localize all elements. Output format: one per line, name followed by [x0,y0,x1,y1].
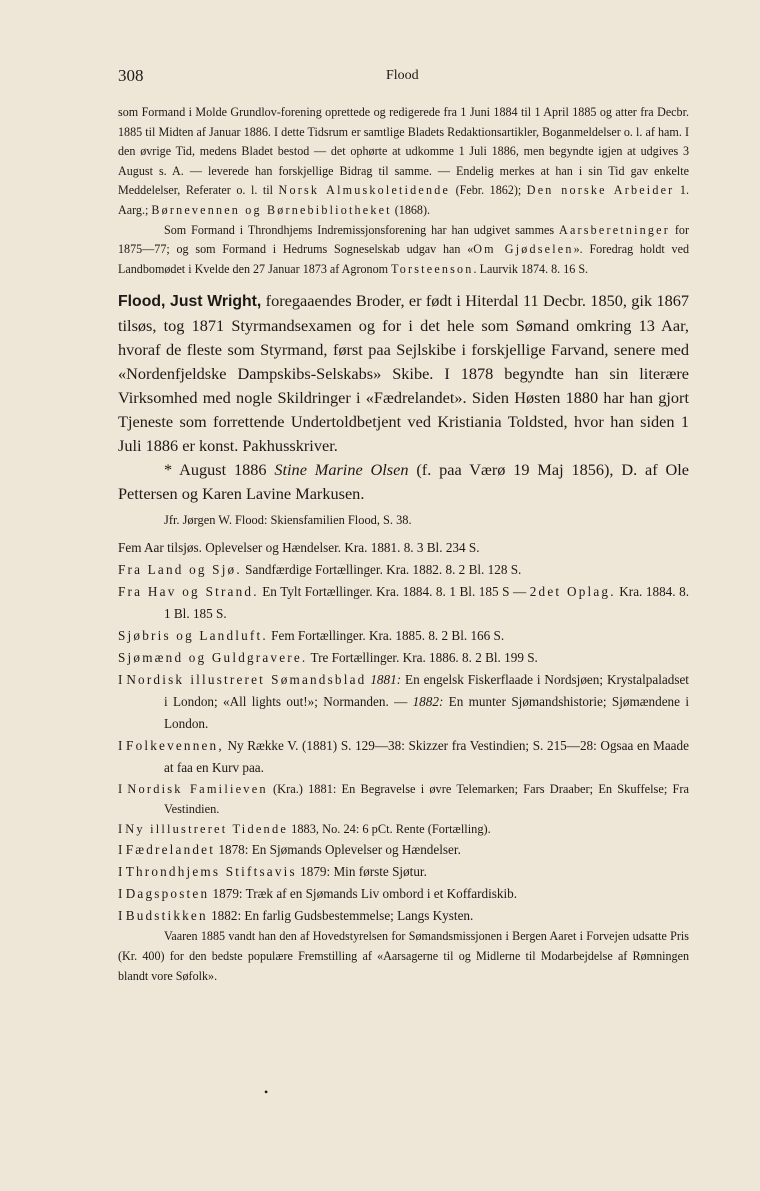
work-item: I Ny illlustreret Tidende 1883, No. 24: 6 pCt. Rente (Fortælling). [118,822,491,837]
work-item: I Nordisk Familieven (Kra.) 1881: En Begravelse i øvre Telemarken; Fars Draaber; En Skuffelse; Fra Vestindien. [118,782,689,817]
text-body [118,103,689,986]
entry-reference: Jfr. Jørgen W. Flood: Skiensfamilien Flood, S. 38. [164,513,412,528]
closing-paragraph: Vaaren 1885 vandt han den af Hovedstyrelsen for Sømandsmissjonen i Bergen Aaret i Forvejen udsatte Pris (Kr. 400) for den bedste populære Fremstilling af «Aarsagerne til og Midlerne til Modarbejdelse af Rømningen blandt vore Søfolk». [118,929,689,983]
entry-biography: Flood, Just Wright, foregaaendes Broder, er født i Hiterdal 11 Decbr. 1850, gik 1867 tilsøs, tog 1871 Styrmandsexamen og for i det hele som Sømand omkring 13 Aar, hvoraf de fleste som Styrmand, først paa Sejlskibe i forskjellige Farvand, senere med «Nordenfjeldske Dampskibs-Selskabs» Skibe. I 1878 begyndte han sin literære Virksomhed med nogle Skildringer i «Fædrelandet». Siden Høsten 1880 har han gjort Tjeneste som forrettende Undertoldbetjent ved Kristiania Toldsted, hvor han siden 1 Juli 1886 er konst. Pakhusskriver. [118,291,690,456]
footer-mark: • [264,1085,269,1099]
intro-paragraph-1: som Formand i Molde Grundlov-forening oprettede og redigerede fra 1 Juni 1884 til 1 April 1885 og atter fra Decbr. 1885 til Midten af Januar 1886. I dette Tidsrum er samtlige Bladets Redaktionsartikler, Boganmeldelser o. l. af ham. I den øvrige Tid, medens Bladet bestod — det ophørte at udkomme 1 Juli 1886, men begyndte igjen at udgives 3 August s. A. — leverede han forskjellige Bidrag til samme. — Endelig merkes at han i sin Tid gav enkelte Meddelelser, Referater o. l. til Norsk Almuskoletidende (Febr. 1862); Den norske Arbeider 1. Aarg.; Børnevennen og Børnebibliotheket (1868). [118,105,689,217]
running-header [118,66,648,86]
title-bornevennen: Børnevennen og Børnebibliotheket [151,202,392,217]
work-item: Fra Land og Sjø. Sandfærdige Fortællinger. Kra. 1882. 8. 2 Bl. 128 S. [118,562,522,578]
spouse-name: Stine Marine Olsen [274,460,409,480]
work-item: I Nordisk illustreret Sømandsblad 1881: En engelsk Fiskerflaade i Nordsjøen; Krystalpaladset i London; «All lights out!»; Normanden. — 1882: En munter Sjømandshistorie; Sjømændene i London. [118,672,689,732]
work-item: Fra Hav og Strand. En Tylt Fortællinger. Kra. 1884. 8. 1 Bl. 185 S — 2det Oplag. Kra. 1884. 8. 1 Bl. 185 S. [118,584,689,622]
work-item: Sjømænd og Guldgravere. Tre Fortællinger. Kra. 1886. 8. 2 Bl. 199 S. [118,650,538,666]
entry-marriage: * August 1886 Stine Marine Olsen (f. paa Værø 19 Maj 1856), D. af Ole Pettersen og Karen Lavine Markusen. [118,460,689,504]
title-aarsberetninger: Aarsberetninger [559,222,670,237]
running-title: Flood [386,68,419,83]
title-den-norske-arbeider: Den norske Arbeider [526,183,675,198]
entry-name: Flood, Just Wright, [118,293,262,311]
work-item: I Folkevennen, Ny Række V. (1881) S. 129—38: Skizzer fra Vestindien; S. 215—28: Ogsaa en Maade at faa en Kurv paa. [118,738,689,776]
intro-paragraph-2: Som Formand i Throndhjems Indremissjonsforening har han udgivet sammes Aarsberetninger for 1875—77; og som Formand i Hedrums Sogneselskab udgav han «Om Gjødselen». Foredrag holdt ved Landbomødet i Kvelde den 27 Januar 1873 af Agronom Torsteenson. Laurvik 1874. 8. 16 S. [118,222,689,276]
title-almuskoletidende: Norsk Almuskoletidende [278,183,451,198]
author-torsteenson: Torsteenson [391,261,474,276]
work-item: Fem Aar tilsjøs. Oplevelser og Hændelser. Kra. 1881. 8. 3 Bl. 234 S. [118,540,480,556]
works-list [118,537,689,927]
work-item: I Fædrelandet 1878: En Sjømands Oplevelser og Hændelser. [118,842,461,858]
work-item: I Dagsposten 1879: Træk af en Sjømands Liv ombord i et Koffardiskib. [118,886,518,902]
work-item: Sjøbris og Landluft. Fem Fortællinger. Kra. 1885. 8. 2 Bl. 166 S. [118,628,505,644]
work-item: I Budstikken 1882: En farlig Gudsbestemmelse; Langs Kysten. [118,908,474,924]
work-item: I Throndhjems Stiftsavis 1879: Min første Sjøtur. [118,864,427,880]
page-number: 308 [118,66,144,85]
title-om-gjodselen: Om Gjødselen [473,242,574,257]
